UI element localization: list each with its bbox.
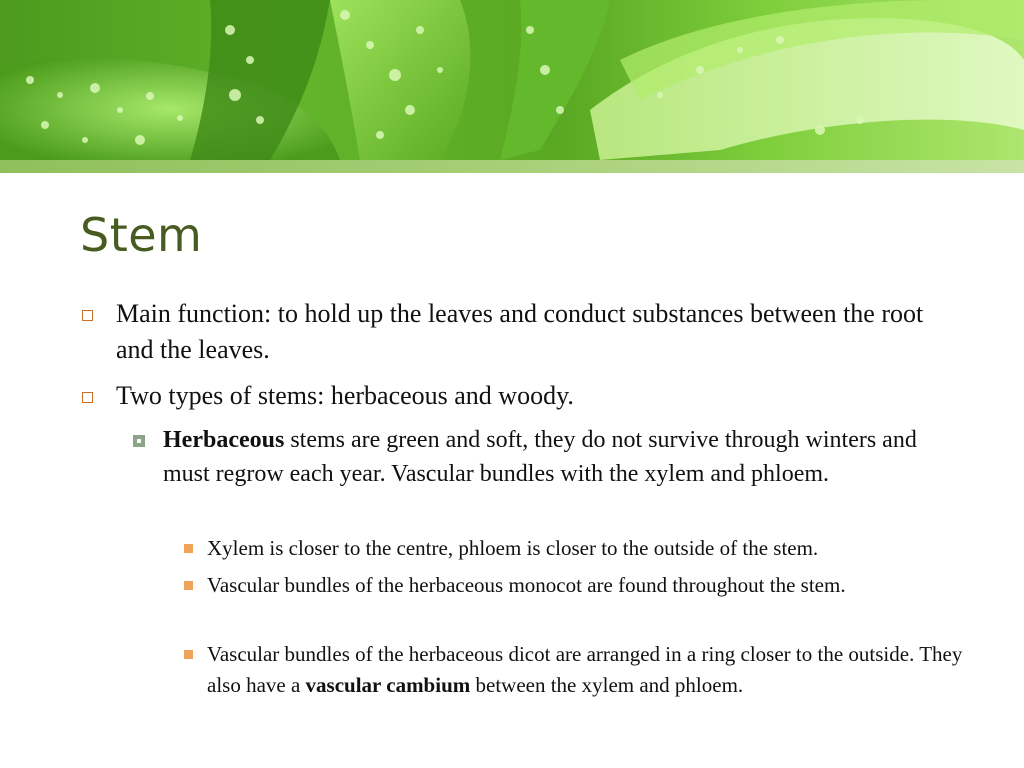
bullet-text: Vascular bundles of the herbaceous monocot are found throughout the stem. bbox=[207, 573, 846, 597]
header-banner-image bbox=[0, 0, 1024, 160]
banner-divider-stripe bbox=[0, 160, 1024, 173]
hollow-square-bullet-icon bbox=[82, 310, 93, 321]
bullet-dicot bbox=[207, 639, 977, 701]
bullet-monocot bbox=[207, 570, 977, 601]
hollow-square-bullet-icon bbox=[82, 392, 93, 403]
bullet-text: Main function: to hold up the leaves and conduct substances between the root and the leaves. bbox=[116, 299, 924, 364]
boxed-square-bullet-icon bbox=[133, 435, 145, 447]
bullet-bold-term: Herbaceous bbox=[163, 427, 285, 453]
bullet-main-function bbox=[116, 296, 956, 368]
bullet-xylem-position bbox=[207, 533, 977, 564]
slide-title: Stem bbox=[80, 208, 203, 262]
leaf-photo-graphic bbox=[0, 0, 1024, 160]
filled-square-bullet-icon bbox=[184, 581, 193, 590]
filled-square-bullet-icon bbox=[184, 650, 193, 659]
bullet-text: between the xylem and phloem. bbox=[470, 673, 744, 697]
bullet-bold-term: vascular cambium bbox=[305, 673, 471, 697]
bullet-text: Vascular bundles of the herbaceous dicot are arranged in a ring closer to the outside. They also have a bbox=[207, 642, 963, 697]
bullet-text: Xylem is closer to the centre, phloem is closer to the outside of the stem. bbox=[207, 536, 819, 560]
bullet-text: stems are green and soft, they do not survive through winters and must regrow each year. Vascular bundles with the xylem and phloem. bbox=[163, 427, 917, 487]
bullet-text: Two types of stems: herbaceous and woody. bbox=[116, 381, 574, 410]
filled-square-bullet-icon bbox=[184, 544, 193, 553]
bullet-two-types bbox=[116, 378, 956, 414]
bullet-herbaceous bbox=[163, 423, 963, 491]
